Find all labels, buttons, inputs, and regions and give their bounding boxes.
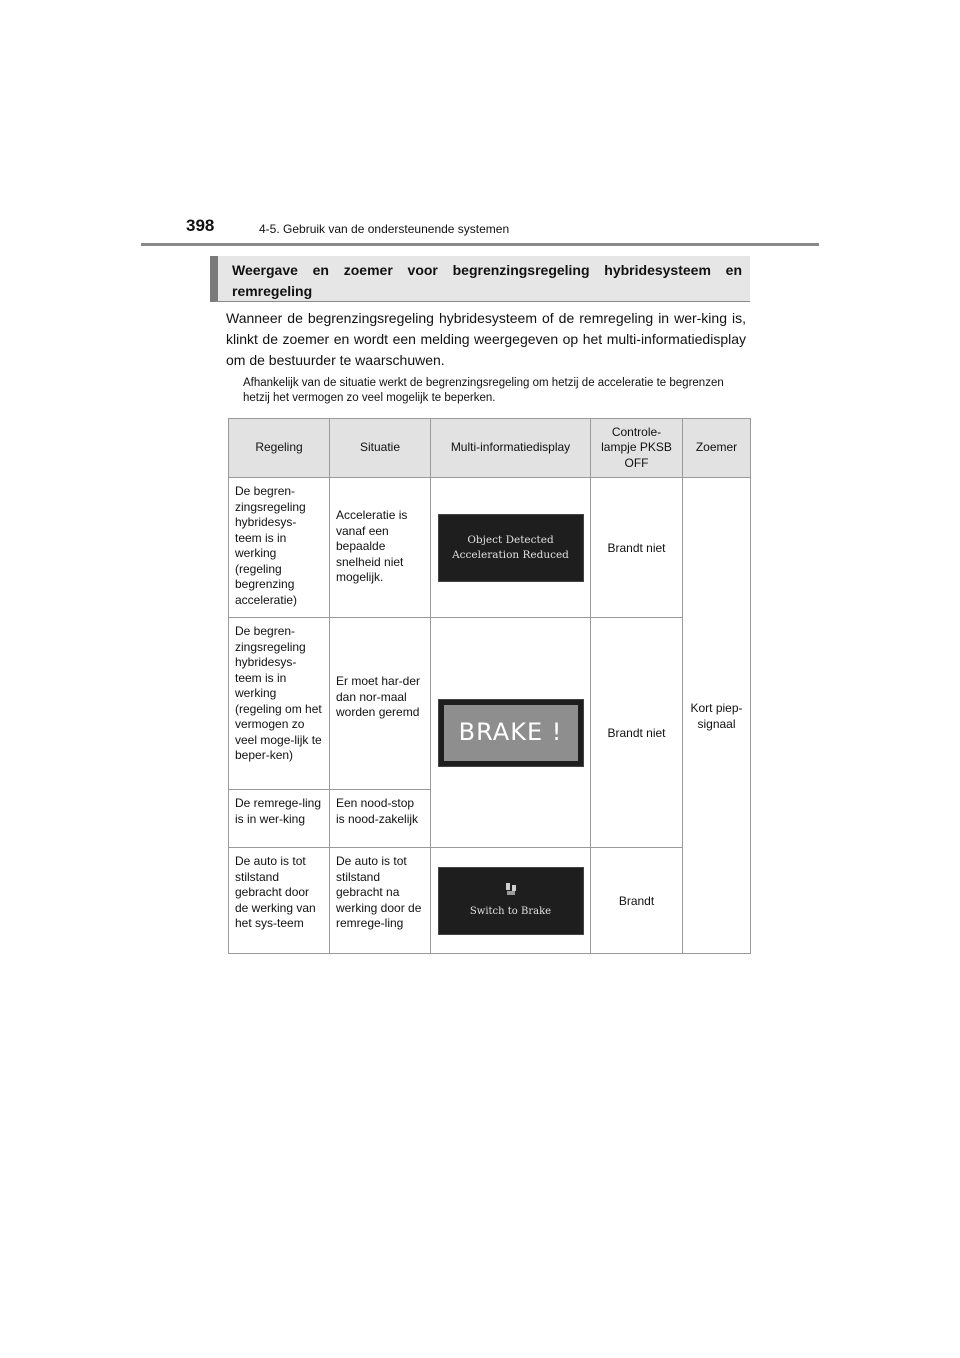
switch-to-brake-screen: [438, 867, 584, 935]
page-number: 398: [186, 216, 215, 235]
brake-screen: [438, 699, 584, 767]
regeling-table: [228, 418, 751, 954]
note-paragraph: Afhankelijk van de situatie werkt de begrenzingsregeling om hetzij de acceleratie te begrenzen hetzij het vermogen zo veel mogelijk te beperken.: [243, 377, 724, 404]
cell-zoemer: Kort piep-signaal: [683, 478, 751, 954]
header-situatie: Situatie: [330, 419, 431, 478]
header-regeling: Regeling: [229, 419, 330, 478]
cell-display: [431, 478, 591, 618]
switch-to-brake-text: Switch to Brake: [469, 905, 552, 917]
brake-warning-text: BRAKE !: [444, 705, 578, 761]
acceleration-reduced-text: Acceleration Reduced: [452, 548, 569, 561]
cell-situatie: Er moet har-der dan nor-maal worden geremd: [330, 618, 431, 790]
cell-situatie: Acceleratie is vanaf een bepaalde snelheid niet mogelijk.: [330, 478, 431, 618]
cell-display: [431, 618, 591, 848]
table-row: [229, 478, 751, 618]
heading-box: [210, 256, 750, 302]
intro-paragraph: Wanneer de begrenzingsregeling hybridesysteem of de remregeling in wer-king is, klinkt de zoemer en wordt een melding weergegeven op het multi-informatiedisplay om de bestuurder te waarschuwen.: [226, 310, 746, 368]
cell-lampje: Brandt niet: [591, 618, 683, 848]
cell-regeling: De remrege-ling is in wer-king: [229, 790, 330, 848]
section-header: 4-5. Gebruik van de ondersteunende systemen: [259, 222, 510, 236]
cell-regeling: De begren-zingsregeling hybridesys-teem is in werking (regeling begrenzing acceleratie): [229, 478, 330, 618]
object-detected-text: Object Detected: [467, 533, 554, 546]
cell-display: [431, 848, 591, 954]
heading-text: Weergave en zoemer voor begrenzingsregeling hybridesysteem en remregeling: [232, 262, 742, 299]
cell-regeling: De auto is tot stilstand gebracht door de werking van het sys-teem: [229, 848, 330, 954]
header-zoemer: Zoemer: [683, 419, 751, 478]
header-rule: [141, 243, 819, 246]
cell-lampje: Brandt niet: [591, 478, 683, 618]
object-detected-screen: [438, 514, 584, 582]
cell-situatie: De auto is tot stilstand gebracht na werking door de remrege-ling: [330, 848, 431, 954]
cell-situatie: Een nood-stop is nood-zakelijk: [330, 790, 431, 848]
foot-pedal-icon: [504, 882, 518, 896]
table-row: [229, 848, 751, 954]
cell-regeling: De begren-zingsregeling hybridesys-teem is in werking (regeling om het vermogen zo veel moge-lijk te beper-ken): [229, 618, 330, 790]
cell-lampje: Brandt: [591, 848, 683, 954]
header-lampje: Controle-lampje PKSB OFF: [591, 419, 683, 478]
table-row: [229, 618, 751, 790]
header-display: Multi-informatiedisplay: [431, 419, 591, 478]
table-header-row: [229, 419, 751, 478]
